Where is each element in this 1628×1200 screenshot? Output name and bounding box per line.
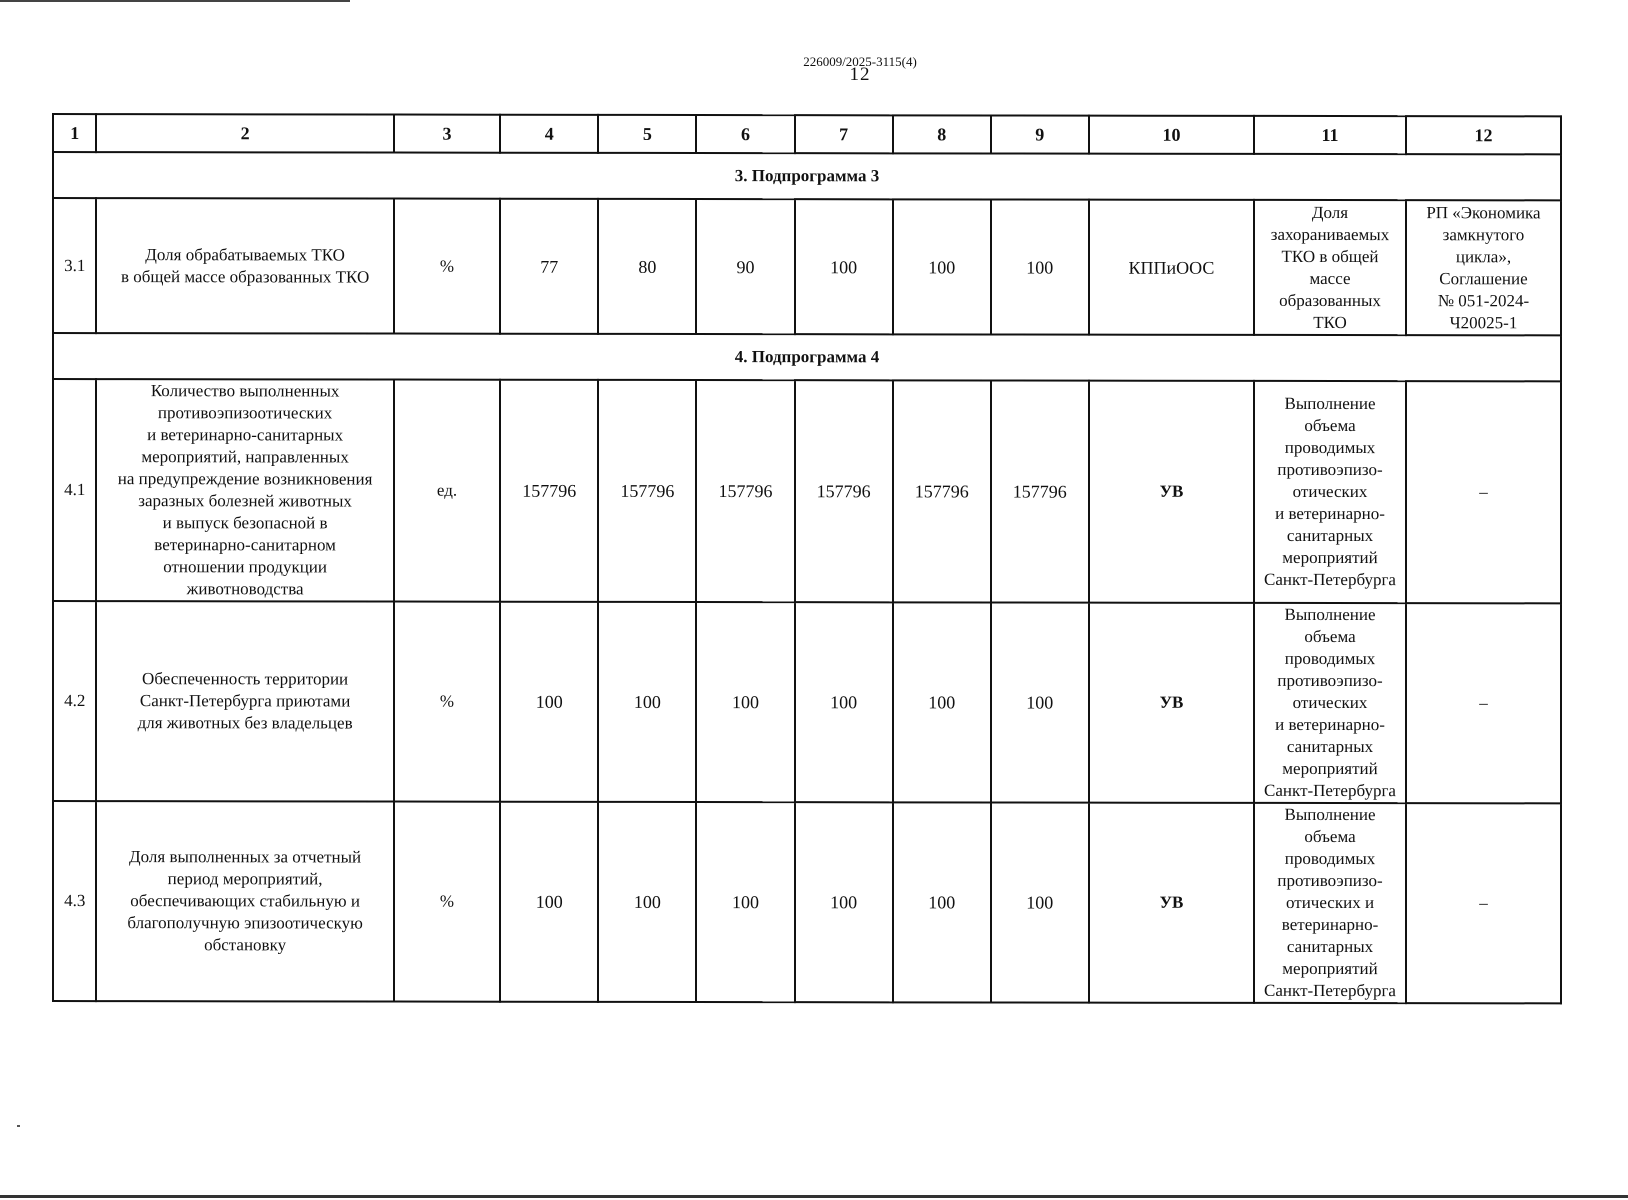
table-row [53, 801, 1561, 1003]
value-cell: 100 [991, 802, 1089, 1002]
value-cell: 100 [598, 802, 696, 1002]
value-cell: 100 [696, 602, 794, 802]
column-number: 8 [893, 115, 991, 153]
responsible-cell: УВ [1089, 603, 1254, 803]
value-cell: 77 [500, 199, 598, 334]
indicators-table [52, 113, 1562, 1004]
related-indicator-cell: Выполнение объема проводимых противоэпизо- отических и ветеринарно- санитарных мероприятий Санкт-Петербурга [1254, 803, 1406, 1003]
table-row [53, 379, 1561, 603]
section-title: 3. Подпрограмма 3 [53, 152, 1561, 200]
project-link-cell: – [1406, 381, 1561, 603]
section-title: 4. Подпрограмма 4 [53, 333, 1561, 381]
value-cell: 100 [893, 802, 991, 1002]
indicators-table-wrapper [52, 113, 1562, 1004]
column-number: 11 [1254, 116, 1406, 154]
responsible-cell: КППиООС [1089, 200, 1254, 335]
value-cell: 100 [991, 199, 1089, 334]
row-number-cell: 4.3 [53, 801, 96, 1001]
page-number: 12 [849, 64, 871, 85]
scan-edge-bottom [0, 1195, 1628, 1198]
unit-cell: % [394, 802, 500, 1002]
value-cell: 157796 [696, 380, 794, 602]
column-number: 9 [991, 115, 1089, 153]
value-cell: 100 [500, 602, 598, 802]
column-number: 1 [53, 114, 96, 152]
responsible-cell: УВ [1089, 803, 1254, 1003]
indicator-name-cell: Обеспеченность территории Санкт-Петербурга приютами для животных без владельцев [96, 601, 393, 801]
unit-cell: % [394, 199, 500, 334]
table-row [53, 198, 1561, 335]
value-cell: 157796 [598, 380, 696, 602]
indicator-name-cell: Количество выполненных противоэпизоотических и ветеринарно-санитарных мероприятий, направленных на предупреждение возникновения заразных болезней животных и выпуск безопасной в ветеринарно-санитарном отношении продукции животноводства [96, 379, 393, 601]
table-row [53, 601, 1561, 803]
indicator-name-cell: Доля обрабатываемых ТКО в общей массе образованных ТКО [96, 198, 393, 333]
row-number-cell: 4.2 [53, 601, 96, 801]
indicator-name-cell: Доля выполненных за отчетный период мероприятий, обеспечивающих стабильную и благополучную эпизоотическую обстановку [96, 801, 393, 1001]
column-number: 10 [1089, 116, 1254, 154]
page-header [700, 50, 1020, 90]
row-number-cell: 3.1 [53, 198, 96, 333]
project-link-cell: – [1406, 803, 1561, 1003]
document-id: 226009/2025-3115(4) [803, 54, 917, 69]
value-cell: 100 [598, 602, 696, 802]
value-cell: 100 [893, 602, 991, 802]
section-header-row [53, 152, 1561, 200]
responsible-cell: УВ [1089, 381, 1254, 603]
value-cell: 90 [696, 199, 794, 334]
column-number: 7 [795, 115, 893, 153]
related-indicator-cell: Доля захораниваемых ТКО в общей массе образованных ТКО [1254, 200, 1406, 335]
value-cell: 100 [795, 802, 893, 1002]
related-indicator-cell: Выполнение объема проводимых противоэпизо- отических и ветеринарно- санитарных мероприятий Санкт-Петербурга [1254, 603, 1406, 803]
unit-cell: ед. [394, 380, 500, 602]
column-number: 5 [598, 115, 696, 153]
value-cell: 157796 [795, 380, 893, 602]
project-link-cell: РП «Экономика замкнутого цикла», Соглашение № 051-2024- Ч20025-1 [1406, 200, 1561, 335]
scan-edge-top [0, 0, 350, 2]
value-cell: 157796 [991, 380, 1089, 602]
column-number: 12 [1406, 116, 1561, 154]
value-cell: 80 [598, 199, 696, 334]
value-cell: 100 [991, 602, 1089, 802]
column-number: 6 [696, 115, 794, 153]
scan-speck [17, 1125, 20, 1127]
value-cell: 100 [500, 802, 598, 1002]
unit-cell: % [394, 602, 500, 802]
row-number-cell: 4.1 [53, 379, 96, 601]
column-number-row [53, 114, 1561, 154]
value-cell: 100 [893, 199, 991, 334]
value-cell: 100 [696, 802, 794, 1002]
section-header-row [53, 333, 1561, 381]
related-indicator-cell: Выполнение объема проводимых противоэпизо- отических и ветеринарно- санитарных мероприятий Санкт-Петербурга [1254, 381, 1406, 603]
column-number: 4 [500, 115, 598, 153]
column-number: 2 [96, 114, 393, 152]
value-cell: 157796 [500, 380, 598, 602]
value-cell: 157796 [893, 380, 991, 602]
project-link-cell: – [1406, 603, 1561, 803]
value-cell: 100 [795, 199, 893, 334]
value-cell: 100 [795, 602, 893, 802]
column-number: 3 [394, 115, 500, 153]
